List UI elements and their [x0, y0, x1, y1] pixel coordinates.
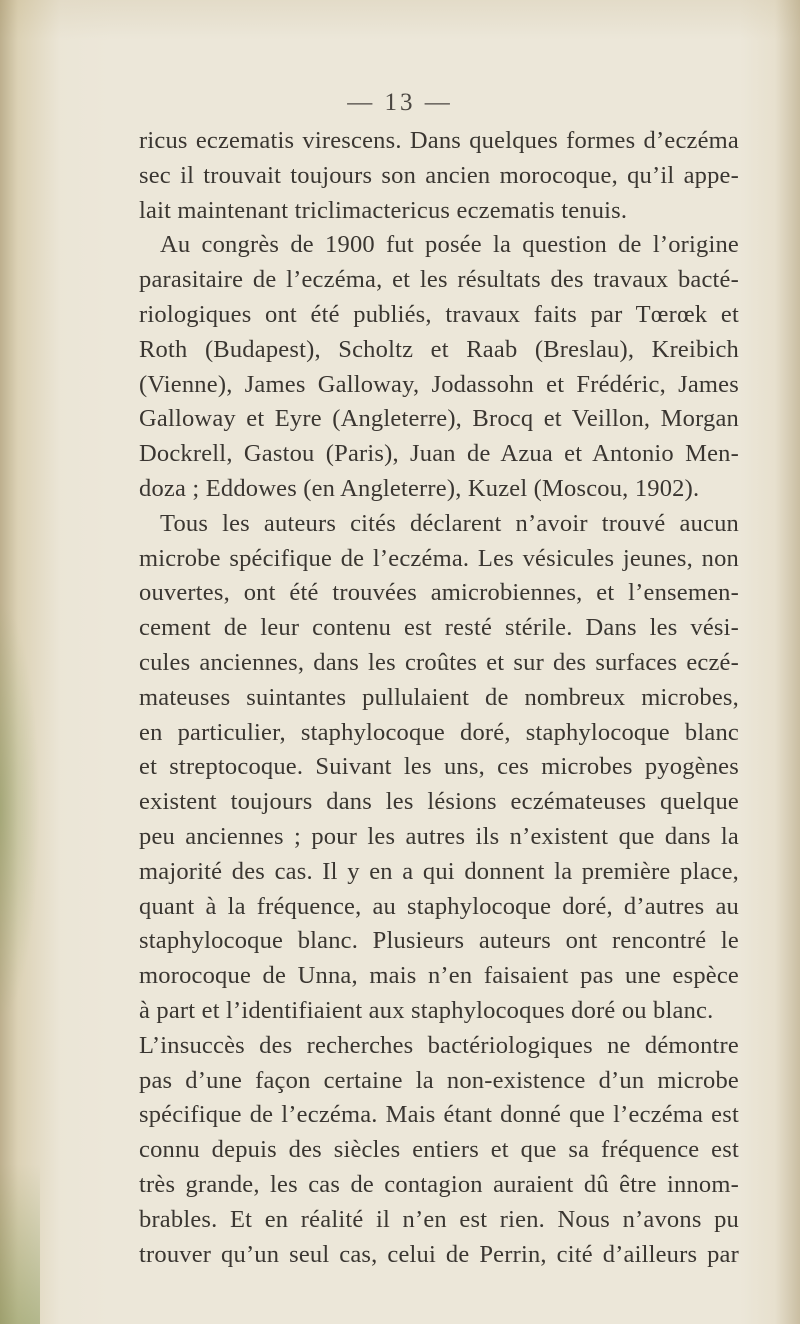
text-line: ricus eczematis virescens. Dans quelques formes d’eczéma: [139, 127, 739, 154]
text-line: quant à la fréquence, au staphylocoque doré, d’autres au: [139, 892, 739, 920]
text-line: et streptocoque. Suivant les uns, ces microbes pyogènes: [139, 753, 739, 781]
text-line: cules anciennes, dans les croûtes et sur des surfaces eczé-: [139, 648, 739, 676]
paper-stain-bottom: [0, 1164, 40, 1324]
text-line: morocoque de Unna, mais n’en faisaient pas une espèce: [139, 962, 739, 990]
text-line: en particulier, staphylocoque doré, staphylocoque blanc: [139, 718, 739, 746]
text-line: pas d’une façon certaine la non-existence d’un microbe: [139, 1066, 739, 1094]
paper-stain: [0, 600, 40, 1020]
text-line: majorité des cas. Il y en a qui donnent la première place,: [139, 857, 739, 885]
text-line: spécifique de l’eczéma. Mais étant donné que l’eczéma est: [139, 1101, 739, 1129]
text-line: doza ; Eddowes (en Angleterre), Kuzel (Moscou, 1902).: [139, 474, 700, 502]
text-line: parasitaire de l’eczéma, et les résultats des travaux bacté-: [139, 266, 739, 294]
text-line: L’insuccès des recherches bactériologiques ne démontre: [139, 1031, 739, 1059]
text-line: microbe spécifique de l’eczéma. Les vésicules jeunes, non: [139, 544, 739, 572]
text-line: mateuses suintantes pullulaient de nombreux microbes,: [139, 683, 739, 711]
text-line: connu depuis des siècles entiers et que sa fréquence est: [139, 1136, 739, 1164]
text-line: Au congrès de 1900 fut posée la question de l’origine: [160, 231, 739, 259]
text-line: trouver qu’un seul cas, celui de Perrin, cité d’ailleurs par: [139, 1240, 739, 1268]
text-line: ouvertes, ont été trouvées amicrobiennes, et l’ensemen-: [139, 579, 739, 607]
text-line: à part et l’identifiaient aux staphylocoques doré ou blanc.: [139, 996, 714, 1024]
text-line: existent toujours dans les lésions eczémateuses quelque: [139, 788, 739, 816]
body-text: [139, 124, 739, 1272]
text-line: Tous les auteurs cités déclarent n’avoir trouvé aucun: [160, 509, 739, 537]
text-line: cement de leur contenu est resté stérile. Dans les vési-: [139, 614, 739, 642]
text-line: brables. Et en réalité il n’en est rien. Nous n’avons pu: [139, 1205, 739, 1233]
text-line: Galloway et Eyre (Angleterre), Brocq et Veillon, Morgan: [139, 405, 739, 433]
text-line: (Vienne), James Galloway, Jodassohn et Frédéric, James: [139, 370, 739, 398]
page-number: — 13 —: [347, 89, 453, 116]
text-line: riologiques ont été publiés, travaux faits par Tœrœk et: [139, 300, 739, 328]
text-line: très grande, les cas de contagion auraient dû être innom-: [139, 1170, 739, 1198]
text-line: Roth (Budapest), Scholtz et Raab (Breslau), Kreibich: [139, 335, 739, 363]
text-line: sec il trouvait toujours son ancien morocoque, qu’il appe-: [139, 161, 739, 189]
text-line: lait maintenant triclimactericus eczematis tenuis.: [139, 196, 628, 224]
text-line: staphylocoque blanc. Plusieurs auteurs ont rencontré le: [139, 927, 739, 955]
text-line: peu anciennes ; pour les autres ils n’existent que dans la: [139, 822, 739, 850]
text-line: Dockrell, Gastou (Paris), Juan de Azua et Antonio Men-: [139, 440, 739, 468]
